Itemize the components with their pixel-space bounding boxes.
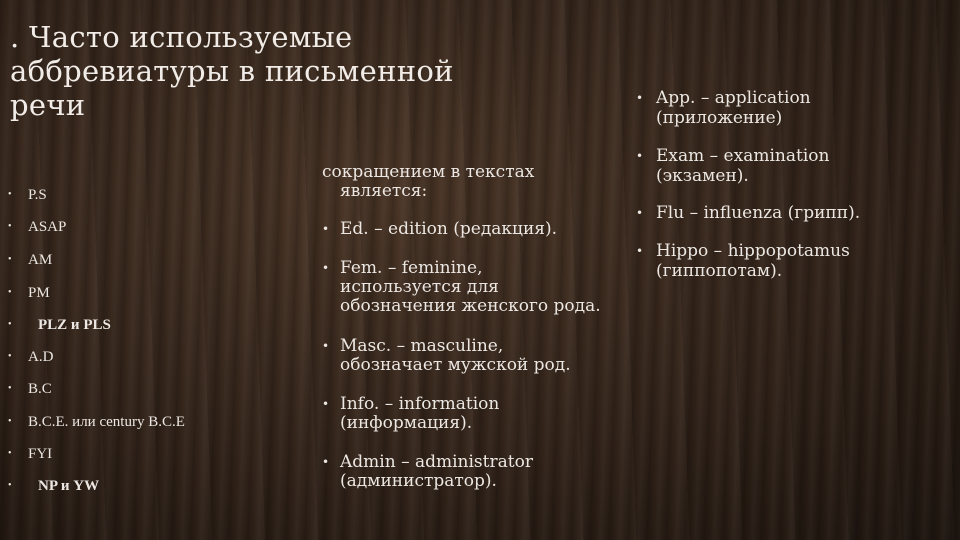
list-item bbox=[636, 146, 829, 186]
list-item-line: используется для bbox=[340, 277, 499, 297]
list-item bbox=[8, 218, 66, 236]
bullet-icon: • bbox=[322, 261, 330, 275]
list-item-line: Masc. – masculine, bbox=[340, 336, 504, 356]
list-item-text: PLZ и PLS bbox=[38, 317, 111, 333]
list-item-text: P.S bbox=[28, 187, 47, 203]
list-item-text: FYI bbox=[28, 446, 53, 462]
bullet-icon: • bbox=[8, 254, 12, 265]
list-item-line: обозначает мужской род. bbox=[340, 355, 571, 375]
list-item-line: Fem. – feminine, bbox=[340, 258, 483, 278]
list-item-text: A.D bbox=[28, 349, 54, 365]
list-item-text: AM bbox=[28, 252, 53, 268]
list-item-line: App. – application bbox=[656, 88, 811, 108]
list-item-text: NP и YW bbox=[38, 478, 100, 494]
list-item-line: Hippo – hippopotamus bbox=[656, 241, 850, 261]
list-item-text: ASAP bbox=[28, 219, 67, 235]
intro-line-2: является: bbox=[340, 181, 428, 201]
bullet-icon: • bbox=[8, 221, 12, 232]
title-line-1: . Часто используемые bbox=[10, 20, 353, 54]
list-item bbox=[8, 477, 99, 495]
bullet-icon: • bbox=[322, 222, 330, 236]
list-item-text: B.C bbox=[28, 381, 52, 397]
bullet-icon: • bbox=[636, 91, 644, 105]
bullet-icon: • bbox=[8, 287, 12, 298]
list-item-line: Exam – examination bbox=[656, 146, 830, 166]
list-item-line: (информация). bbox=[340, 413, 473, 433]
list-item-line: обозначения женского рода. bbox=[340, 296, 601, 316]
list-item-line: Info. – information bbox=[340, 394, 500, 414]
bullet-icon: • bbox=[322, 339, 330, 353]
list-item bbox=[8, 413, 185, 431]
list-item-line: Flu – influenza (грипп). bbox=[656, 203, 861, 223]
list-item bbox=[8, 445, 52, 463]
bullet-icon: • bbox=[8, 448, 12, 459]
list-item bbox=[8, 251, 52, 269]
list-item bbox=[322, 337, 571, 375]
bullet-icon: • bbox=[322, 397, 330, 411]
list-item-text: B.C.E. или century B.C.E bbox=[28, 414, 185, 430]
title-line-3: речи bbox=[10, 88, 86, 122]
list-item bbox=[8, 348, 53, 366]
bullet-icon: • bbox=[636, 149, 644, 163]
list-item bbox=[322, 259, 601, 316]
bullet-icon: • bbox=[8, 189, 12, 200]
list-item-line: Ed. – edition (редакция). bbox=[340, 219, 558, 239]
list-item bbox=[8, 186, 47, 204]
list-item bbox=[636, 241, 850, 281]
bullet-icon: • bbox=[322, 455, 330, 469]
title-line-2: аббревиатуры в письменной bbox=[10, 54, 454, 88]
bullet-icon: • bbox=[636, 244, 644, 258]
bullet-icon: • bbox=[8, 351, 12, 362]
list-item-line: (гиппопотам). bbox=[656, 261, 783, 281]
bullet-icon: • bbox=[8, 480, 12, 491]
list-item bbox=[636, 88, 811, 128]
list-item-line: (приложение) bbox=[656, 108, 783, 128]
list-item bbox=[636, 203, 860, 223]
list-item bbox=[322, 453, 533, 491]
list-item-text: PM bbox=[28, 285, 50, 301]
bullet-icon: • bbox=[8, 383, 12, 394]
list-item bbox=[8, 380, 52, 398]
list-item-line: (экзамен). bbox=[656, 166, 749, 186]
bullet-icon: • bbox=[8, 319, 12, 330]
bullet-icon: • bbox=[636, 206, 644, 220]
list-item-line: (администратор). bbox=[340, 471, 497, 491]
list-item bbox=[8, 316, 111, 334]
list-item-line: Admin – administrator bbox=[340, 452, 533, 472]
bullet-icon: • bbox=[8, 416, 12, 427]
list-item bbox=[8, 284, 50, 302]
slide-title bbox=[10, 20, 530, 122]
middle-intro-text bbox=[322, 163, 534, 201]
list-item bbox=[322, 395, 499, 433]
intro-line-1: сокращением в текстах bbox=[322, 162, 535, 182]
list-item bbox=[322, 220, 557, 239]
